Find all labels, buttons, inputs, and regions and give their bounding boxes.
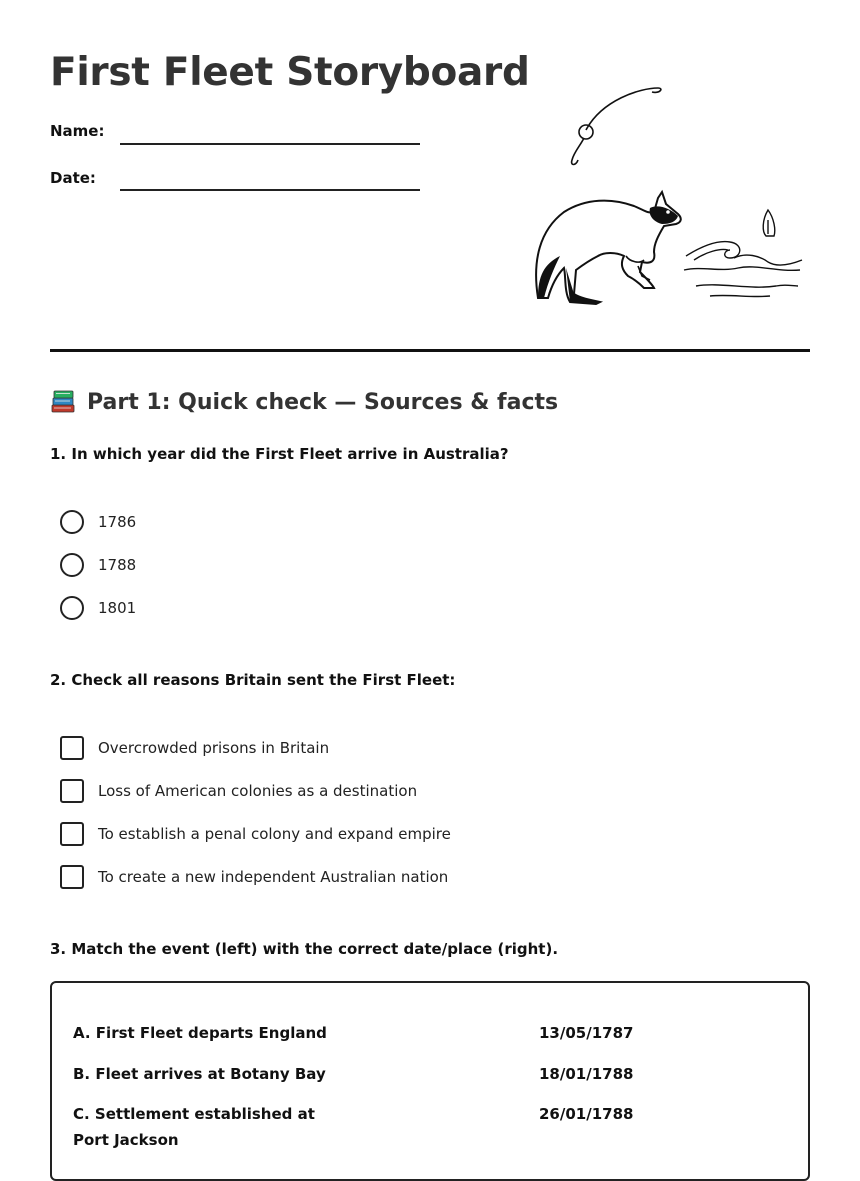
q1-option-3[interactable] xyxy=(60,596,136,620)
date-label: Date: xyxy=(50,169,96,187)
q2-option-3[interactable] xyxy=(60,822,451,846)
date-field[interactable] xyxy=(120,189,420,191)
matching-box xyxy=(50,981,810,1181)
q2-option-label: Loss of American colonies as a destination xyxy=(98,782,418,800)
q2-option-label: To establish a penal colony and expand empire xyxy=(98,825,451,843)
q1-option-label: 1788 xyxy=(98,556,137,574)
page-title: First Fleet Storyboard xyxy=(50,50,530,95)
radio-button[interactable] xyxy=(60,596,84,620)
q2-option-label: To create a new independent Australian nation xyxy=(98,868,449,886)
match-date-2[interactable]: 18/01/1788 xyxy=(539,1065,634,1083)
match-event-b[interactable]: B. Fleet arrives at Botany Bay xyxy=(73,1065,326,1083)
surfboard-icon xyxy=(763,210,775,236)
q2-option-2[interactable] xyxy=(60,779,417,803)
section-divider xyxy=(50,349,810,352)
part1-heading xyxy=(50,389,558,415)
q1-option-1[interactable] xyxy=(60,510,136,534)
match-date-3[interactable]: 26/01/1788 xyxy=(539,1105,634,1123)
checkbox[interactable] xyxy=(60,779,84,803)
q1-option-2[interactable] xyxy=(60,553,136,577)
part1-heading-text: Part 1: Quick check — Sources & facts xyxy=(87,389,559,415)
wave-icon xyxy=(684,242,802,297)
match-event-a[interactable]: A. First Fleet departs England xyxy=(73,1024,327,1042)
checkbox[interactable] xyxy=(60,736,84,760)
q1-option-label: 1786 xyxy=(98,513,137,531)
question-1: 1. In which year did the First Fleet arrive in Australia? xyxy=(50,445,509,463)
australia-illustration xyxy=(530,80,810,312)
checkbox[interactable] xyxy=(60,865,84,889)
radio-button[interactable] xyxy=(60,510,84,534)
q2-option-label: Overcrowded prisons in Britain xyxy=(98,739,330,757)
question-2: 2. Check all reasons Britain sent the First Fleet: xyxy=(50,671,456,689)
q1-option-label: 1801 xyxy=(98,599,137,617)
name-field[interactable] xyxy=(120,143,420,145)
boomerang-icon xyxy=(572,88,661,165)
q2-option-4[interactable] xyxy=(60,865,448,889)
kangaroo-icon xyxy=(536,192,681,304)
match-date-1[interactable]: 13/05/1787 xyxy=(539,1024,634,1042)
books-icon xyxy=(50,389,76,415)
name-label: Name: xyxy=(50,122,105,140)
radio-button[interactable] xyxy=(60,553,84,577)
q2-option-1[interactable] xyxy=(60,736,329,760)
question-3: 3. Match the event (left) with the correct date/place (right). xyxy=(50,940,559,958)
match-event-c[interactable]: C. Settlement established at Port Jackson xyxy=(73,1105,315,1149)
checkbox[interactable] xyxy=(60,822,84,846)
